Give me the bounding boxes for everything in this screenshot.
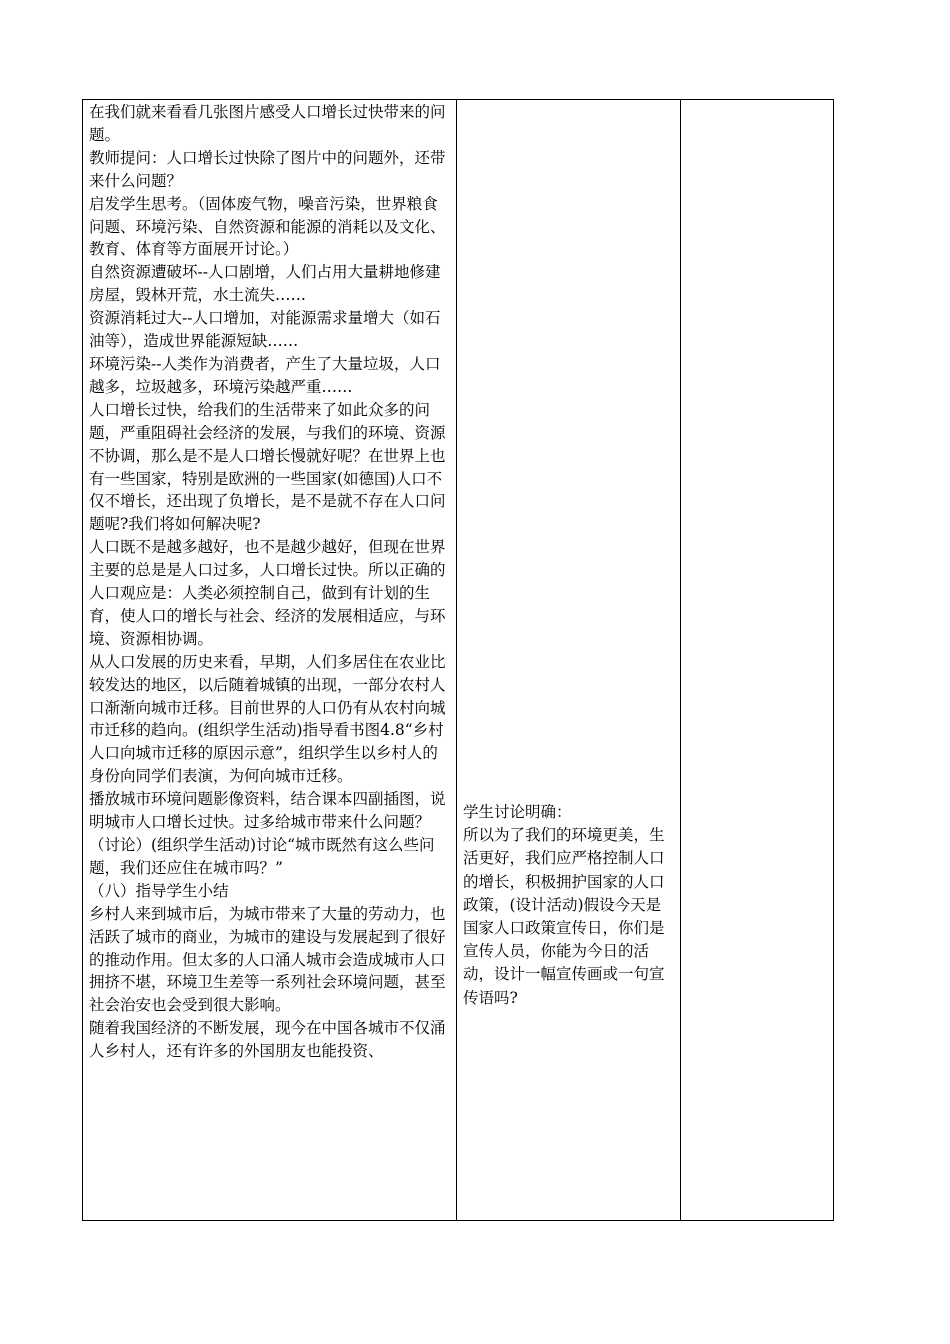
paragraph: 乡村人来到城市后，为城市带来了大量的劳动力，也活跃了城市的商业，为城市的建设与发展起到了很好的推动作用。但太多的人口涌人城市会造成城市人口拥挤不堪，环境卫生差等一系列社会环境问题，甚至社会治安也会受到很大影响。 <box>89 904 446 1015</box>
activity-heading: 学生讨论明确： <box>463 803 572 821</box>
paragraph: 启发学生思考。（固体废气物，噪音污染，世界粮食问题、环境污染、自然资源和能源的消耗以及文化、教育、体育等方面展开讨论。） <box>89 194 446 259</box>
paragraph: 人口增长过快，给我们的生活带来了如此众多的问题，严重阻碍社会经济的发展，与我们的环境、资源不协调，那么是不是人口增长慢就好呢？在世界上也有一些国家，特别是欧洲的一些国家(如德国)人口不仅不增长，还出现了负增长，是不是就不存在人口问题呢?我们将如何解决呢? <box>89 400 446 534</box>
paragraph: 教师提问：人口增长过快除了图片中的问题外，还带来什么问题？ <box>89 148 446 190</box>
teaching-content-cell <box>83 100 457 1221</box>
paragraph: 随着我国经济的不断发展，现今在中国各城市不仅涌人乡村人，还有许多的外国朋友也能投资、 <box>89 1019 446 1061</box>
paragraph: 人口既不是越多越好，也不是越少越好，但现在世界主要的总是是人口过多，人口增长过快。所以正确的人口观应是：人类必须控制自己，做到有计划的生育，使人口的增长与社会、经济的发展相适应，与环境、资源相协调。 <box>89 538 446 648</box>
paragraph: 资源消耗过大--人口增加，对能源需求量增大（如石油等），造成世界能源短缺…… <box>89 309 441 351</box>
paragraph: 所以为了我们的环境更美，生活更好，我们应严格控制人口的增长，积极拥护国家的人口政策，(设计活动)假设今天是国家人口政策宣传日，你们是宣传人员，你能为今日的活动，设计一幅宣传画或一句宣传语吗? <box>463 826 665 1007</box>
section-heading: （八）指导学生小结 <box>89 881 229 900</box>
paragraph: 从人口发展的历史来看，早期，人们多居住在农业比较发达的地区，以后随着城镇的出现，一部分农村人口渐渐向城市迁移。目前世界的人口仍有从农村向城市迁移的趋向。(组织学生活动)指导看书图4.8“乡村人口向城市迁移的原因示意”，组织学生以乡村人的身份向同学们表演，为何向城市迁移。 <box>89 652 446 786</box>
student-activity-text <box>457 801 680 1010</box>
lesson-table <box>82 99 834 1221</box>
paragraph: 自然资源遭破坏--人口剧增，人们占用大量耕地修建房屋，毁林开荒，水土流失…… <box>89 263 441 305</box>
table-row <box>83 100 834 1221</box>
paragraph: 播放城市环境问题影像资料，结合课本四副插图，说明城市人口增长过快。过多给城市带来什么问题？（讨论）(组织学生活动)讨论“城市既然有这么些问题，我们还应住在城市吗？” <box>89 790 446 877</box>
paragraph: 环境污染--人类作为消费者，产生了大量垃圾，人口越多，垃圾越多，环境污染越严重…… <box>89 354 441 396</box>
notes-cell <box>681 100 834 1221</box>
teaching-content-text <box>83 100 456 1063</box>
student-activity-cell <box>457 100 681 1221</box>
paragraph: 在我们就来看看几张图片感受人口增长过快带来的问题。 <box>89 103 446 144</box>
